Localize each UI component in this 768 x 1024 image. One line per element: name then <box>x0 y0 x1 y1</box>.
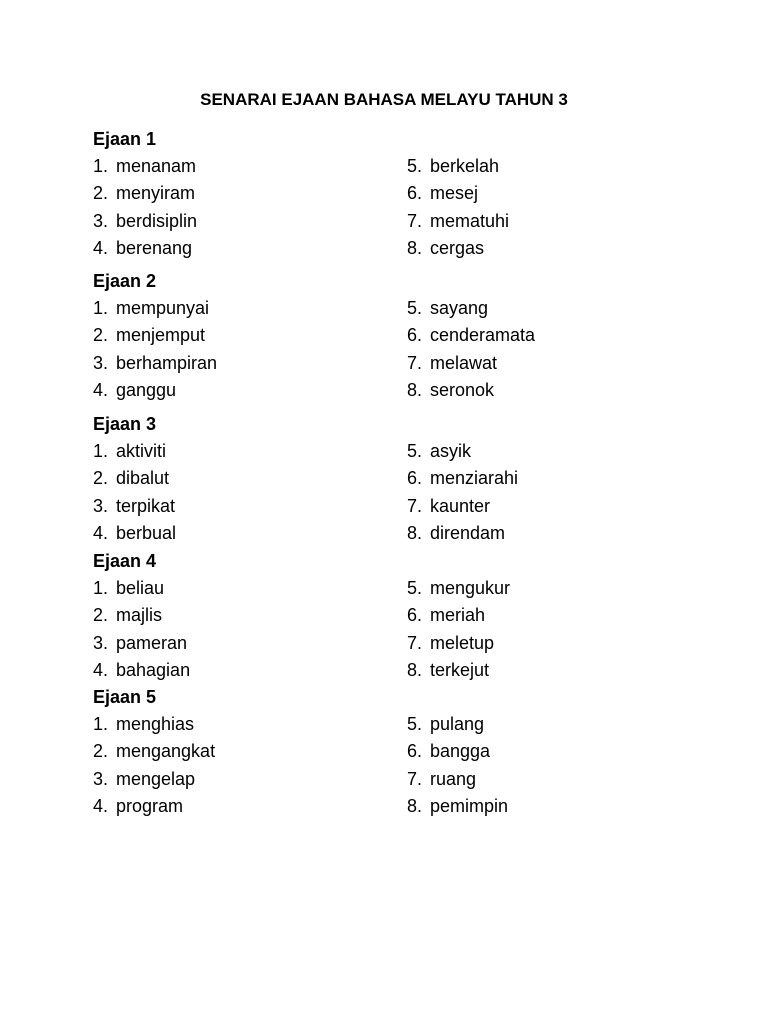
item-number: 3. <box>93 495 109 516</box>
word-item <box>93 711 194 738</box>
word-item <box>407 711 484 738</box>
spelling-word: terpikat <box>116 495 176 516</box>
spelling-word: melawat <box>430 352 498 373</box>
word-row <box>93 235 693 262</box>
word-item <box>407 520 505 547</box>
word-row <box>93 793 693 820</box>
word-rows <box>93 438 693 548</box>
section-heading: Ejaan 4 <box>93 551 157 571</box>
item-number: 4. <box>93 660 109 681</box>
spelling-word: menyiram <box>116 183 196 204</box>
item-number: 5. <box>407 298 423 318</box>
word-item <box>407 235 484 262</box>
word-row <box>93 575 693 602</box>
item-number: 7. <box>407 768 423 789</box>
item-number: 8. <box>407 238 423 259</box>
word-row <box>93 377 693 404</box>
word-rows <box>93 711 693 821</box>
item-number: 4. <box>93 796 109 817</box>
spelling-word: majlis <box>116 605 163 626</box>
spelling-word: meriah <box>430 605 486 626</box>
item-number: 3. <box>93 210 109 231</box>
word-row <box>93 630 693 657</box>
item-number: 8. <box>407 523 423 544</box>
word-row <box>93 153 693 180</box>
spelling-word: kaunter <box>430 495 491 516</box>
item-number: 1. <box>93 578 109 598</box>
word-row <box>93 738 693 765</box>
word-row <box>93 766 693 793</box>
spelling-word: seronok <box>430 380 495 401</box>
section-heading: Ejaan 2 <box>93 271 157 291</box>
word-row <box>93 493 693 520</box>
spelling-word: ruang <box>430 768 477 789</box>
word-item <box>93 180 195 207</box>
spelling-word: beliau <box>116 578 165 598</box>
spelling-word: mematuhi <box>430 210 510 231</box>
item-number: 7. <box>407 352 423 373</box>
spelling-word: pulang <box>430 714 485 734</box>
word-item <box>93 350 217 377</box>
word-item <box>407 575 510 602</box>
word-item <box>407 438 471 465</box>
word-item <box>93 793 183 820</box>
word-row <box>93 657 693 684</box>
word-item <box>93 465 169 492</box>
word-item <box>407 465 518 492</box>
word-item <box>407 602 485 629</box>
word-item <box>407 208 509 235</box>
spelling-word: pameran <box>116 632 188 653</box>
item-number: 4. <box>93 238 109 259</box>
spelling-word: mengangkat <box>116 741 216 762</box>
word-rows <box>93 575 693 685</box>
spelling-section <box>93 411 693 548</box>
word-row <box>93 520 693 547</box>
word-item <box>407 657 489 684</box>
item-number: 5. <box>407 156 423 176</box>
word-item <box>93 377 176 404</box>
word-row <box>93 208 693 235</box>
spelling-word: aktiviti <box>116 441 167 461</box>
spelling-word: bahagian <box>116 660 191 681</box>
spelling-word: ganggu <box>116 380 177 401</box>
word-item <box>93 295 209 322</box>
word-item <box>407 766 476 793</box>
item-number: 8. <box>407 660 423 681</box>
word-item <box>407 793 508 820</box>
word-item <box>93 520 176 547</box>
spelling-word: berdisiplin <box>116 210 198 231</box>
spelling-section <box>93 126 693 263</box>
word-item <box>93 575 164 602</box>
word-item <box>93 630 187 657</box>
spelling-section <box>93 684 693 821</box>
word-item <box>407 153 499 180</box>
word-item <box>407 738 490 765</box>
word-item <box>93 766 195 793</box>
item-number: 1. <box>93 441 109 461</box>
word-item <box>407 630 494 657</box>
item-number: 3. <box>93 632 109 653</box>
spelling-word: direndam <box>430 523 506 544</box>
spelling-word: menziarahi <box>430 468 519 489</box>
word-row <box>93 180 693 207</box>
spelling-word: dibalut <box>116 468 170 489</box>
spelling-word: mesej <box>430 183 479 204</box>
word-row <box>93 295 693 322</box>
spelling-word: menghias <box>116 714 195 734</box>
item-number: 7. <box>407 632 423 653</box>
spelling-word: berkelah <box>430 156 500 176</box>
item-number: 5. <box>407 441 423 461</box>
spelling-word: terkejut <box>430 660 490 681</box>
item-number: 7. <box>407 495 423 516</box>
word-item <box>93 153 196 180</box>
word-item <box>93 438 166 465</box>
word-item <box>93 208 197 235</box>
section-heading: Ejaan 5 <box>93 687 157 707</box>
word-row <box>93 350 693 377</box>
word-row <box>93 602 693 629</box>
spelling-word: bangga <box>430 741 491 762</box>
word-item <box>93 657 190 684</box>
word-item <box>407 493 490 520</box>
word-item <box>93 322 205 349</box>
item-number: 8. <box>407 380 423 401</box>
word-item <box>407 350 497 377</box>
word-row <box>93 322 693 349</box>
item-number: 7. <box>407 210 423 231</box>
item-number: 2. <box>93 468 109 489</box>
word-rows <box>93 295 693 405</box>
spelling-word: menanam <box>116 156 197 176</box>
spelling-word: pemimpin <box>430 796 509 817</box>
word-item <box>407 180 478 207</box>
item-number: 4. <box>93 523 109 544</box>
item-number: 1. <box>93 156 109 176</box>
section-heading: Ejaan 1 <box>93 129 157 149</box>
document-title: SENARAI EJAAN BAHASA MELAYU TAHUN 3 <box>200 90 568 109</box>
word-row <box>93 438 693 465</box>
spelling-word: meletup <box>430 632 495 653</box>
item-number: 2. <box>93 183 109 204</box>
section-heading: Ejaan 3 <box>93 414 157 434</box>
item-number: 2. <box>93 325 109 346</box>
spelling-word: menjemput <box>116 325 206 346</box>
spelling-word: berhampiran <box>116 352 218 373</box>
spelling-word: mengukur <box>430 578 511 598</box>
spelling-section <box>93 548 693 685</box>
spelling-word: berbual <box>116 523 177 544</box>
word-row <box>93 465 693 492</box>
word-item <box>93 602 162 629</box>
spelling-section <box>93 268 693 405</box>
word-item <box>93 493 175 520</box>
item-number: 6. <box>407 183 423 204</box>
item-number: 6. <box>407 741 423 762</box>
item-number: 3. <box>93 352 109 373</box>
spelling-word: mengelap <box>116 768 196 789</box>
word-item <box>93 738 215 765</box>
spelling-word: mempunyai <box>116 298 210 318</box>
item-number: 3. <box>93 768 109 789</box>
word-rows <box>93 153 693 263</box>
item-number: 1. <box>93 714 109 734</box>
item-number: 6. <box>407 605 423 626</box>
spelling-word: program <box>116 796 184 817</box>
item-number: 2. <box>93 741 109 762</box>
item-number: 6. <box>407 468 423 489</box>
word-row <box>93 711 693 738</box>
spelling-word: cenderamata <box>430 325 536 346</box>
word-item <box>407 377 494 404</box>
spelling-word: sayang <box>430 298 489 318</box>
word-item <box>407 295 488 322</box>
spelling-word: berenang <box>116 238 193 259</box>
item-number: 2. <box>93 605 109 626</box>
item-number: 5. <box>407 578 423 598</box>
item-number: 5. <box>407 714 423 734</box>
spelling-word: asyik <box>430 441 472 461</box>
spelling-word: cergas <box>430 238 485 259</box>
word-item <box>407 322 535 349</box>
item-number: 1. <box>93 298 109 318</box>
item-number: 6. <box>407 325 423 346</box>
word-item <box>93 235 192 262</box>
item-number: 4. <box>93 380 109 401</box>
item-number: 8. <box>407 796 423 817</box>
